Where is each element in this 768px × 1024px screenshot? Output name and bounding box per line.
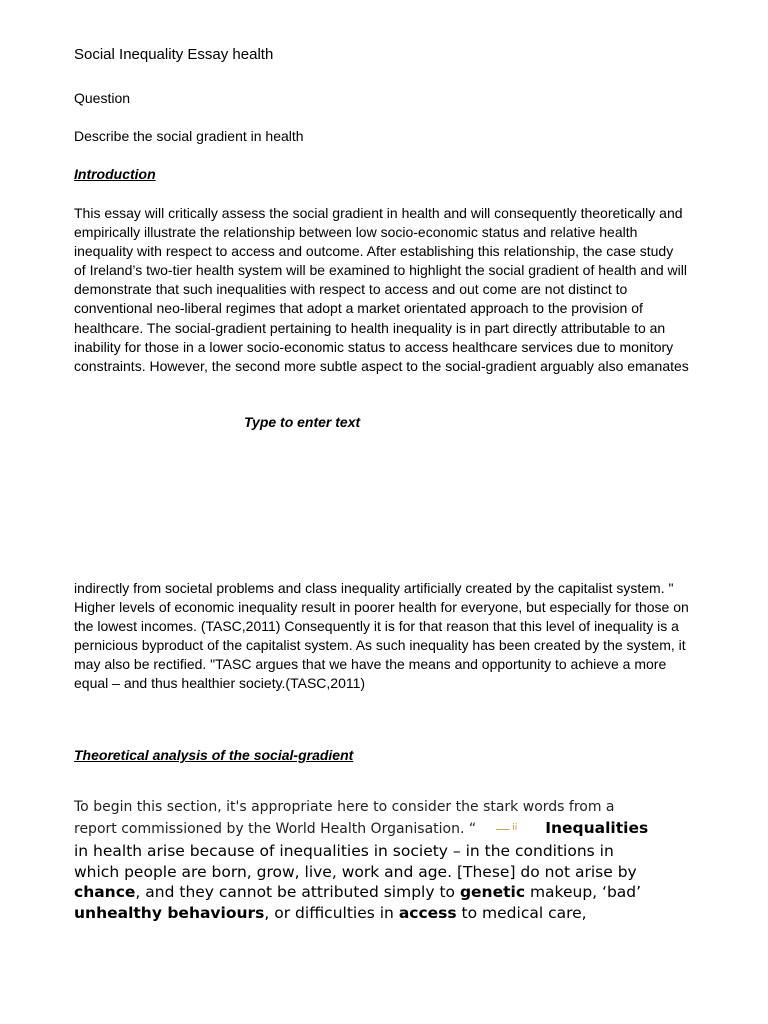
paragraph-line: constraints. However, the second more subtle aspect to the social-gradient arguably also emanates	[74, 357, 689, 374]
quote-line-text: report commissioned by the World Health Organisation. “	[74, 821, 477, 837]
footnote-marker[interactable]: ـــــ ii	[496, 823, 518, 833]
paragraph-line: empirically illustrate the relationship between low socio-economic status and relative health	[74, 224, 638, 241]
quote-inequalities-word: Inequalities	[545, 819, 649, 837]
paragraph-line: may also be rectified. "TASC argues that we have the means and opportunity to achieve a more	[74, 656, 667, 673]
quote-text: to medical care,	[456, 903, 587, 922]
quote-line	[74, 903, 714, 924]
text-box-placeholder[interactable]: Type to enter text	[244, 414, 361, 430]
quote-line: which people are born, grow, live, work and age. [These] do not arise by	[74, 862, 637, 881]
paragraph-line: demonstrate that such inequalities with respect to access and out come are not distinct to	[74, 281, 628, 298]
quote-text: makeup, ‘bad’	[525, 883, 642, 901]
bold-word-unhealthy-behaviours: unhealthy behaviours	[74, 903, 265, 922]
who-quote	[74, 841, 714, 923]
theoretical-analysis-heading: Theoretical analysis of the social-gradient	[74, 747, 354, 763]
paragraph-line: indirectly from societal problems and class inequality artificially created by the capitalist system. "	[74, 580, 674, 596]
introduction-paragraph	[74, 204, 700, 376]
bold-word-access: access	[398, 903, 457, 922]
quote-line	[74, 818, 704, 840]
paragraph-line: conventional neo-liberal regimes that adopt a market orientated approach to the provision of	[74, 300, 643, 317]
document-title: Social Inequality Essay health	[74, 46, 274, 63]
quote-intro	[74, 797, 704, 840]
paragraph-line: pernicious byproduct of the capitalist system. As such inequality has been created by the system, it	[74, 637, 686, 654]
quote-line: in health arise because of inequalities in society – in the conditions in	[74, 842, 614, 860]
paragraph-line: Higher levels of economic inequality result in poorer health for everyone, but especially for those on	[74, 599, 689, 616]
paragraph-line: inequality with respect to access and outcome. After establishing this relationship, the case study	[74, 243, 674, 260]
question-label: Question	[74, 90, 131, 106]
bold-word-chance: chance	[74, 883, 136, 901]
question-text: Describe the social gradient in health	[74, 128, 304, 144]
introduction-heading: Introduction	[74, 166, 156, 182]
bold-word-genetic: genetic	[459, 883, 526, 901]
paragraph-line: This essay will critically assess the social gradient in health and will consequently theoretically and	[74, 205, 683, 221]
continuation-paragraph	[74, 579, 700, 694]
paragraph-line: equal – and thus healthier society.(TASC,2011)	[74, 675, 366, 692]
quote-text: , and they cannot be attributed simply to	[135, 883, 460, 901]
quote-text: , or difficulties in	[264, 903, 399, 922]
textbox-ghost-artifact	[231, 403, 351, 407]
paragraph-line: the lowest incomes. (TASC,2011) Consequently it is for that reason that this level of inequality is a	[74, 618, 679, 635]
paragraph-line: healthcare. The social-gradient pertaining to health inequality is in part directly attributable to an	[74, 319, 666, 336]
quote-line: To begin this section, it's appropriate here to consider the stark words from a	[74, 799, 615, 815]
paragraph-line: of Ireland’s two-tier health system will be examined to highlight the social gradient of health and will	[74, 262, 687, 279]
quote-line	[74, 882, 714, 903]
paragraph-line: inability for those in a lower socio-economic status to access healthcare services due to monitory	[74, 338, 674, 355]
